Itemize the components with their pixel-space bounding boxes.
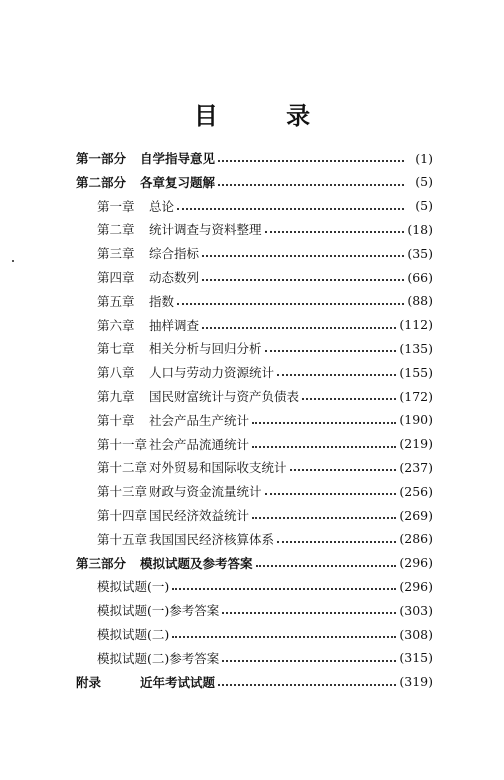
toc-entry-number: 第十四章 bbox=[97, 508, 148, 523]
toc-entry-page: (135) bbox=[399, 340, 433, 356]
dot-leader bbox=[252, 517, 396, 519]
toc-entry[interactable] bbox=[97, 505, 433, 525]
toc-entry-number: 第十三章 bbox=[97, 484, 148, 500]
toc-entry-number: 第八章 bbox=[97, 365, 135, 381]
toc-entry-page: (66) bbox=[407, 269, 433, 285]
toc-entry[interactable] bbox=[97, 315, 433, 335]
toc-entry-page: (319) bbox=[399, 674, 433, 690]
dot-leader bbox=[218, 684, 396, 686]
toc-entry-page: (303) bbox=[399, 602, 433, 618]
dot-leader bbox=[172, 636, 396, 638]
toc-entry-title: 统计调查与资料整理 bbox=[149, 222, 262, 238]
toc-entry-number: 第六章 bbox=[97, 317, 135, 333]
dot-leader bbox=[252, 422, 396, 424]
toc-entry[interactable] bbox=[97, 243, 433, 263]
toc-entry-title: 各章复习题解 bbox=[140, 174, 216, 190]
dot-leader bbox=[218, 184, 404, 186]
toc-entry-number: 第四章 bbox=[97, 270, 135, 285]
toc-entry-page: (269) bbox=[399, 507, 433, 523]
toc-entry-title: 财政与资金流量统计 bbox=[149, 484, 262, 500]
toc-entry-number: 第十章 bbox=[97, 412, 135, 428]
toc-entry-title: 国民财富统计与资产负债表 bbox=[149, 389, 300, 404]
toc-entry-page: (1) bbox=[415, 150, 433, 166]
toc-entry-number: 第七章 bbox=[97, 341, 135, 357]
toc-entry-title: 模拟试题(二)参考答案 bbox=[97, 650, 220, 666]
toc-entry[interactable] bbox=[97, 362, 433, 382]
toc-entry-title: 近年考试试题 bbox=[140, 674, 216, 690]
toc-entry[interactable] bbox=[97, 648, 433, 668]
dot-leader bbox=[302, 398, 396, 400]
toc-entry-title: 我国国民经济核算体系 bbox=[149, 531, 275, 547]
toc-entry[interactable] bbox=[97, 481, 433, 501]
toc-entry-number: 第十一章 bbox=[97, 436, 148, 452]
dot-leader bbox=[265, 231, 404, 233]
toc-entry-page: (296) bbox=[399, 555, 433, 571]
dot-leader bbox=[177, 303, 404, 305]
toc-entry-title: 综合指标 bbox=[149, 246, 200, 262]
toc-entry-page: (88) bbox=[407, 293, 433, 309]
toc-entry-page: (296) bbox=[399, 578, 433, 594]
toc-entry-title: 模拟试题(一) bbox=[97, 579, 170, 595]
toc-entry[interactable] bbox=[97, 196, 433, 216]
dot-leader bbox=[172, 588, 396, 590]
toc-entry-title: 指数 bbox=[149, 293, 175, 309]
toc-entry[interactable] bbox=[97, 624, 433, 644]
toc-entry-number: 附录 bbox=[76, 674, 102, 690]
toc-entry-title: 抽样调查 bbox=[149, 317, 200, 333]
toc-entry-title: 自学指导意见 bbox=[140, 151, 216, 166]
toc-entry-page: (5) bbox=[415, 198, 433, 214]
dot-leader bbox=[222, 660, 396, 662]
toc-entry-page: (112) bbox=[399, 317, 433, 333]
toc-entry[interactable] bbox=[97, 267, 433, 287]
toc-entry[interactable] bbox=[97, 291, 433, 311]
toc-entry-page: (219) bbox=[399, 436, 433, 452]
toc-entry-title: 模拟试题(二) bbox=[97, 627, 170, 642]
toc-entry-number: 第一章 bbox=[97, 198, 135, 214]
scan-speck bbox=[12, 260, 14, 262]
dot-leader bbox=[290, 469, 397, 471]
dot-leader bbox=[218, 160, 404, 162]
toc-entry-page: (5) bbox=[415, 174, 433, 190]
toc-entry-page: (256) bbox=[399, 483, 433, 499]
toc-entry-title: 模拟试题及参考答案 bbox=[140, 555, 253, 571]
dot-leader bbox=[202, 255, 404, 257]
toc-entry[interactable] bbox=[97, 457, 433, 477]
toc-entry-title: 模拟试题(一)参考答案 bbox=[97, 603, 220, 619]
toc-entry[interactable] bbox=[76, 672, 433, 692]
toc-entry-number: 第三部分 bbox=[76, 555, 127, 571]
toc-entry-title: 国民经济效益统计 bbox=[149, 508, 250, 523]
toc-entry[interactable] bbox=[76, 148, 433, 168]
dot-leader bbox=[222, 612, 396, 614]
toc-entry-title: 人口与劳动力资源统计 bbox=[149, 365, 275, 381]
toc-entry-title: 动态数列 bbox=[149, 270, 200, 285]
toc-entry-page: (286) bbox=[399, 531, 433, 547]
dot-leader bbox=[177, 208, 404, 210]
toc-entry-number: 第十五章 bbox=[97, 531, 148, 547]
page-title: 目 录 bbox=[193, 101, 341, 130]
toc-entry[interactable] bbox=[97, 219, 433, 239]
toc-entry-title: 总论 bbox=[149, 198, 175, 214]
toc-entry-title: 社会产品生产统计 bbox=[149, 412, 250, 428]
dot-leader bbox=[256, 565, 397, 567]
toc-entry-title: 对外贸易和国际收支统计 bbox=[149, 460, 287, 476]
dot-leader bbox=[265, 350, 397, 352]
toc-entry-page: (237) bbox=[399, 459, 433, 475]
toc-entry[interactable] bbox=[76, 172, 433, 192]
toc-entry-page: (308) bbox=[399, 626, 433, 642]
toc-entry[interactable] bbox=[97, 529, 433, 549]
toc-entry-page: (315) bbox=[399, 650, 433, 666]
toc-entry-number: 第五章 bbox=[97, 293, 135, 309]
toc-entry-number: 第一部分 bbox=[76, 151, 127, 166]
toc-entry-page: (35) bbox=[407, 245, 433, 261]
dot-leader bbox=[277, 541, 396, 543]
toc-entry[interactable] bbox=[97, 576, 433, 596]
toc-entry[interactable] bbox=[76, 553, 433, 573]
dot-leader bbox=[265, 493, 397, 495]
toc-entry-number: 第十二章 bbox=[97, 460, 148, 476]
toc-entry-page: (155) bbox=[399, 364, 433, 380]
toc-entry-number: 第二部分 bbox=[76, 174, 127, 190]
toc-entry-page: (172) bbox=[399, 388, 433, 404]
toc-entry[interactable] bbox=[97, 434, 433, 454]
toc-entry[interactable] bbox=[97, 410, 433, 430]
dot-leader bbox=[277, 374, 396, 376]
toc-entry[interactable] bbox=[97, 386, 433, 406]
toc-entry[interactable] bbox=[97, 600, 433, 620]
dot-leader bbox=[202, 279, 404, 281]
toc-entry-title: 相关分析与回归分析 bbox=[149, 341, 262, 357]
toc-entry[interactable] bbox=[97, 338, 433, 358]
dot-leader bbox=[252, 446, 396, 448]
toc-entry-number: 第九章 bbox=[97, 389, 135, 404]
toc-entry-title: 社会产品流通统计 bbox=[149, 436, 250, 452]
toc-entry-page: (190) bbox=[399, 412, 433, 428]
toc-entry-number: 第三章 bbox=[97, 246, 135, 262]
toc-entry-number: 第二章 bbox=[97, 222, 135, 238]
toc-entry-page: (18) bbox=[407, 221, 433, 237]
dot-leader bbox=[202, 327, 396, 329]
